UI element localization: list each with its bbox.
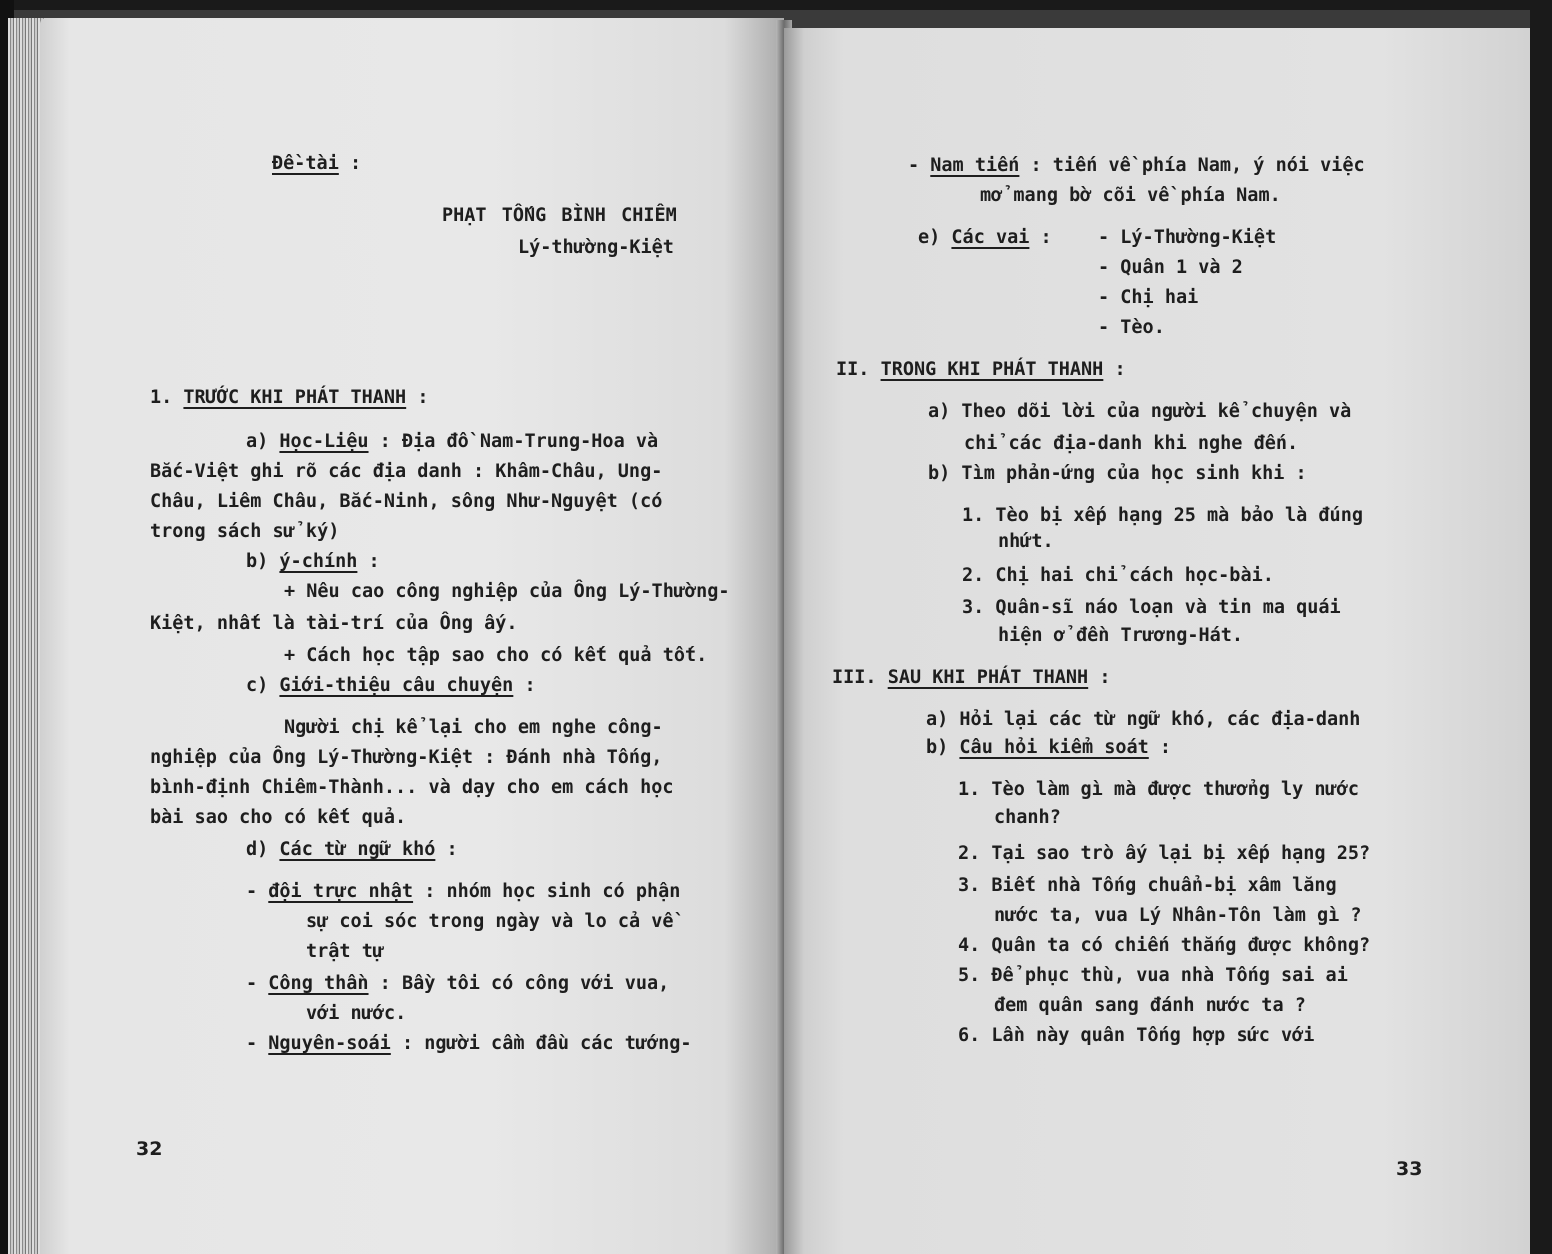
term-continuation: mở mang bờ cõi về phía Nam. [980, 185, 1281, 206]
scan-border-right [1530, 0, 1552, 1254]
section-2-line: chỉ các địa-danh khi nghe đến. [964, 433, 1299, 454]
item-c-line: Người chị kể lại cho em nghe công- [284, 717, 663, 738]
section-2-heading: II. TRONG KHI PHÁT THANH : [836, 359, 1126, 380]
item-a-line: trong sách sử ký) [150, 521, 340, 542]
title-line-2: Lý-thường-Kiệt [518, 237, 674, 258]
reaction-item-cont: hiện ở đền Trương-Hát. [998, 625, 1244, 646]
page-number-right: 33 [1396, 1158, 1423, 1180]
term-doi-truc-nhat: - đội trực nhật : nhóm học sinh có phận [246, 881, 681, 902]
title-line-1: PHẠT TỐNG BÌNH CHIÊM [442, 205, 677, 226]
term-continuation: trật tự [306, 941, 384, 962]
page-number-left: 32 [136, 1138, 163, 1160]
term-cong-than: - Công thần : Bầy tôi có công với vua, [246, 973, 670, 994]
item-s3-b: b) Câu hỏi kiểm soát : [926, 737, 1172, 758]
item-a-line: Bắc-Việt ghi rõ các địa danh : Khâm-Châu, Ung- [150, 461, 663, 482]
item-d: d) Các từ ngữ khó : [246, 839, 458, 860]
reaction-item: 3. Quân-sĩ náo loạn và tin ma quái [962, 597, 1341, 618]
item-c-line: bình-định Chiêm-Thành... và dạy cho em cách học [150, 777, 674, 798]
term-nam-tien: - Nam tiến : tiến về phía Nam, ý nói việc [908, 155, 1365, 176]
section-2-line: b) Tìm phản-ứng của học sinh khi : [928, 463, 1307, 484]
question-item: 3. Biết nhà Tống chuẩn-bị xâm lăng [958, 875, 1337, 896]
term-continuation: sự coi sóc trong ngày và lo cả về [306, 911, 674, 932]
item-b-bullet: + Nêu cao công nghiệp của Ông Lý-Thường- [284, 581, 730, 602]
question-item: 4. Quân ta có chiến thắng được không? [958, 935, 1371, 956]
scan-border-top [0, 0, 1552, 10]
section-3-line: a) Hỏi lại các từ ngữ khó, các địa-danh [926, 709, 1361, 730]
question-item-cont: đem quân sang đánh nước ta ? [994, 995, 1306, 1016]
right-page [784, 28, 1530, 1254]
reaction-item: 1. Tèo bị xếp hạng 25 mà bảo là đúng [962, 505, 1363, 526]
heading-de-tai: Đề-tài : [272, 153, 362, 174]
section-3-heading: III. SAU KHI PHÁT THANH : [832, 667, 1111, 688]
left-page [40, 18, 784, 1254]
question-item-cont: nước ta, vua Lý Nhân-Tôn làm gì ? [994, 905, 1362, 926]
item-e: e) Các vai : [918, 227, 1052, 248]
role-item: - Quân 1 và 2 [1098, 257, 1243, 278]
role-item: - Tèo. [1098, 317, 1165, 338]
role-item: - Chị hai [1098, 287, 1199, 308]
question-item: 2. Tại sao trò ấy lại bị xếp hạng 25? [958, 843, 1371, 864]
role-item: - Lý-Thường-Kiệt [1098, 227, 1277, 248]
reaction-item-cont: nhứt. [998, 531, 1054, 552]
item-a-line: Châu, Liêm Châu, Bắc-Ninh, sông Như-Nguyệt (có [150, 491, 663, 512]
item-b-line: Kiệt, nhất là tài-trí của Ông ấy. [150, 613, 518, 634]
section-2-line: a) Theo dõi lời của người kể chuyện và [928, 401, 1352, 422]
section-1-heading: 1. TRƯỚC KHI PHÁT THANH : [150, 387, 429, 408]
term-continuation: với nước. [306, 1003, 407, 1024]
item-c-line: nghiệp của Ông Lý-Thường-Kiệt : Đánh nhà Tống, [150, 747, 663, 768]
item-b: b) ý-chính : [246, 551, 380, 572]
reaction-item: 2. Chị hai chỉ cách học-bài. [962, 565, 1274, 586]
term-nguyen-soai: - Nguyên-soái : người cầm đầu các tướng- [246, 1033, 692, 1054]
item-b-bullet: + Cách học tập sao cho có kết quả tốt. [284, 645, 708, 666]
item-a: a) Học-Liệu : Địa đồ Nam-Trung-Hoa và [246, 431, 659, 452]
item-c: c) Giới-thiệu câu chuyện : [246, 675, 536, 696]
item-c-line: bài sao cho có kết quả. [150, 807, 407, 828]
question-item-cont: chanh? [994, 807, 1061, 828]
question-item: 1. Tèo làm gì mà được thưởng ly nước [958, 779, 1359, 800]
question-item: 6. Lần này quân Tống hợp sức với [958, 1025, 1315, 1046]
question-item: 5. Để phục thù, vua nhà Tống sai ai [958, 965, 1348, 986]
